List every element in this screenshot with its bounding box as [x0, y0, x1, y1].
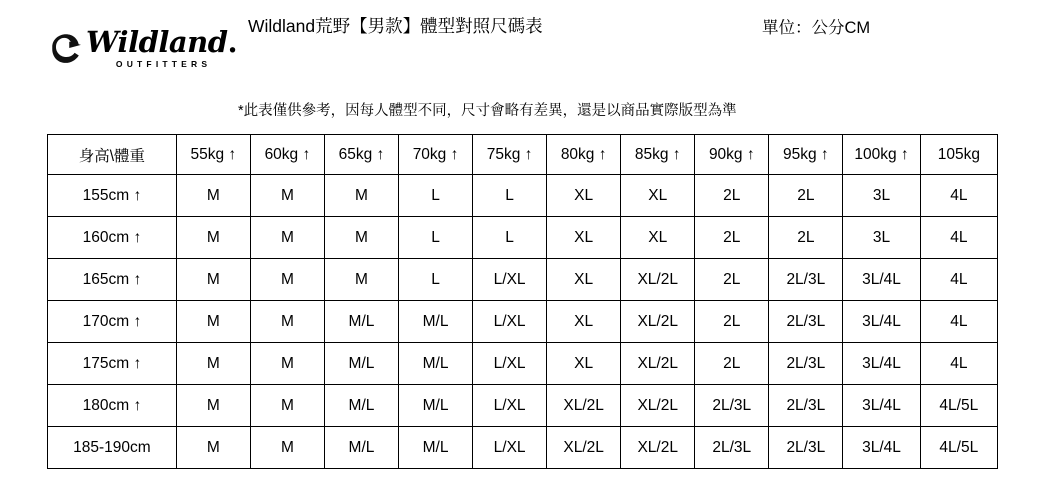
size-cell: 3L/4L [843, 259, 920, 301]
size-cell: M/L [399, 427, 473, 469]
size-cell: 2L [695, 175, 769, 217]
size-cell: M/L [399, 301, 473, 343]
size-cell: M [176, 217, 250, 259]
column-header: 70kg ↑ [399, 135, 473, 175]
row-header: 185-190cm [48, 427, 177, 469]
size-cell: 2L/3L [695, 385, 769, 427]
size-cell: 3L/4L [843, 385, 920, 427]
size-cell: XL [547, 217, 621, 259]
size-cell: M [250, 175, 324, 217]
size-cell: 3L [843, 175, 920, 217]
size-cell: XL [547, 175, 621, 217]
size-cell: L [399, 175, 473, 217]
size-cell: M [324, 175, 398, 217]
column-header: 100kg ↑ [843, 135, 920, 175]
size-cell: M [250, 343, 324, 385]
page-title: Wildland荒野【男款】體型對照尺碼表 [248, 16, 543, 36]
size-cell: M [250, 301, 324, 343]
column-header: 90kg ↑ [695, 135, 769, 175]
size-cell: M [176, 259, 250, 301]
size-cell: L [473, 175, 547, 217]
size-cell: 3L/4L [843, 343, 920, 385]
size-cell: 4L [920, 301, 997, 343]
table-row [48, 343, 998, 385]
size-cell: XL [621, 217, 695, 259]
wildland-logo [48, 22, 238, 74]
size-cell: M [250, 259, 324, 301]
size-cell: 2L [695, 343, 769, 385]
size-table [47, 134, 998, 469]
size-cell: 4L [920, 343, 997, 385]
size-cell: M/L [324, 385, 398, 427]
disclaimer-note: *此表僅供參考，因每人體型不同，尺寸會略有差異，還是以商品實際版型為準 [238, 103, 737, 119]
size-cell: 3L/4L [843, 301, 920, 343]
size-cell: XL [547, 259, 621, 301]
size-cell: L [473, 217, 547, 259]
column-header: 105kg [920, 135, 997, 175]
size-cell: 2L/3L [769, 259, 843, 301]
column-header: 80kg ↑ [547, 135, 621, 175]
table-header-row [48, 135, 998, 175]
column-header: 95kg ↑ [769, 135, 843, 175]
size-cell: L [399, 259, 473, 301]
size-cell: L/XL [473, 259, 547, 301]
size-cell: M/L [399, 385, 473, 427]
size-cell: M [324, 259, 398, 301]
eagle-head-icon [48, 31, 82, 65]
size-cell: 2L [769, 217, 843, 259]
document-header [0, 0, 1045, 90]
size-cell: M/L [324, 301, 398, 343]
row-header: 165cm ↑ [48, 259, 177, 301]
size-cell: 2L [695, 301, 769, 343]
size-cell: M [176, 175, 250, 217]
table-row [48, 427, 998, 469]
size-cell: XL [547, 301, 621, 343]
size-cell: XL/2L [621, 427, 695, 469]
size-cell: M [250, 217, 324, 259]
size-cell: 4L [920, 259, 997, 301]
size-cell: XL/2L [547, 385, 621, 427]
table-row [48, 259, 998, 301]
column-header: 60kg ↑ [250, 135, 324, 175]
unit-label: 單位：公分CM [762, 19, 871, 37]
row-header: 160cm ↑ [48, 217, 177, 259]
size-cell: L [399, 217, 473, 259]
size-cell: 4L/5L [920, 427, 997, 469]
table-row [48, 301, 998, 343]
table-row [48, 385, 998, 427]
table-corner-header: 身高\體重 [48, 135, 177, 175]
column-header: 55kg ↑ [176, 135, 250, 175]
size-cell: 4L [920, 175, 997, 217]
size-cell: 2L/3L [769, 343, 843, 385]
size-cell: 3L [843, 217, 920, 259]
row-header: 155cm ↑ [48, 175, 177, 217]
size-cell: 2L [695, 217, 769, 259]
size-cell: M [176, 427, 250, 469]
size-cell: M [250, 385, 324, 427]
column-header: 75kg ↑ [473, 135, 547, 175]
size-cell: L/XL [473, 385, 547, 427]
table-row [48, 175, 998, 217]
size-cell: M [176, 301, 250, 343]
size-cell: M [250, 427, 324, 469]
row-header: 180cm ↑ [48, 385, 177, 427]
size-cell: 3L/4L [843, 427, 920, 469]
size-cell: XL/2L [621, 385, 695, 427]
column-header: 85kg ↑ [621, 135, 695, 175]
size-cell: XL [547, 343, 621, 385]
size-cell: L/XL [473, 343, 547, 385]
size-cell: 2L [769, 175, 843, 217]
size-cell: M [324, 217, 398, 259]
size-cell: M/L [399, 343, 473, 385]
logo-wordmark: Wildland. [86, 24, 238, 59]
row-header: 170cm ↑ [48, 301, 177, 343]
size-cell: XL/2L [547, 427, 621, 469]
size-cell: 2L/3L [695, 427, 769, 469]
size-cell: 2L/3L [769, 427, 843, 469]
column-header: 65kg ↑ [324, 135, 398, 175]
size-cell: 4L [920, 217, 997, 259]
table-row [48, 217, 998, 259]
size-cell: XL/2L [621, 343, 695, 385]
size-cell: M [176, 385, 250, 427]
size-table-wrapper [47, 134, 998, 469]
size-cell: 4L/5L [920, 385, 997, 427]
size-cell: XL/2L [621, 301, 695, 343]
size-cell: XL/2L [621, 259, 695, 301]
size-cell: M [176, 343, 250, 385]
size-cell: XL [621, 175, 695, 217]
size-cell: M/L [324, 343, 398, 385]
size-cell: 2L/3L [769, 301, 843, 343]
row-header: 175cm ↑ [48, 343, 177, 385]
logo-tagline: OUTFITTERS [115, 58, 212, 69]
size-cell: L/XL [473, 301, 547, 343]
size-cell: L/XL [473, 427, 547, 469]
size-cell: 2L/3L [769, 385, 843, 427]
size-cell: 2L [695, 259, 769, 301]
size-cell: M/L [324, 427, 398, 469]
